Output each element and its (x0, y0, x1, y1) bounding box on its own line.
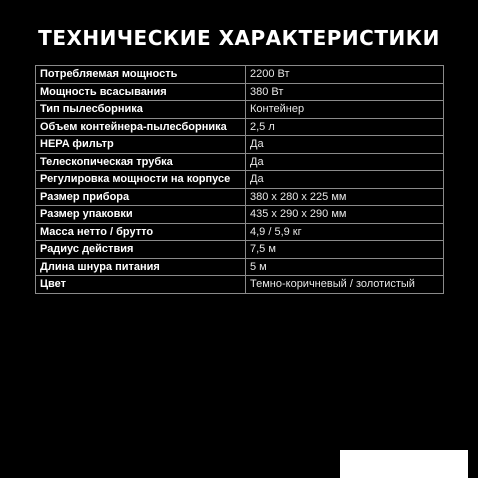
spec-name: HEPA фильтр (36, 136, 246, 154)
spec-name: Длина шнура питания (36, 258, 246, 276)
spec-value: 380 х 280 х 225 мм (246, 188, 444, 206)
spec-name: Размер прибора (36, 188, 246, 206)
spec-value: 5 м (246, 258, 444, 276)
page-title: ТЕХНИЧЕСКИЕ ХАРАКТЕРИСТИКИ (38, 26, 440, 50)
spec-name: Тип пылесборника (36, 101, 246, 119)
spec-name: Мощность всасывания (36, 83, 246, 101)
spec-value: Да (246, 136, 444, 154)
spec-value: Контейнер (246, 101, 444, 119)
table-row (36, 83, 444, 101)
spec-value: 435 х 290 х 290 мм (246, 206, 444, 224)
table-row (36, 223, 444, 241)
table-row (36, 118, 444, 136)
table-row (36, 171, 444, 189)
spec-name: Регулировка мощности на корпусе (36, 171, 246, 189)
table-row (36, 241, 444, 259)
spec-value: 2,5 л (246, 118, 444, 136)
spec-value: Да (246, 153, 444, 171)
specifications-table (35, 65, 444, 294)
table-row (36, 136, 444, 154)
spec-name: Объем контейнера-пылесборника (36, 118, 246, 136)
spec-name: Радиус действия (36, 241, 246, 259)
spec-name: Размер упаковки (36, 206, 246, 224)
spec-value: 4,9 / 5,9 кг (246, 223, 444, 241)
spec-name: Цвет (36, 276, 246, 294)
table-row (36, 276, 444, 294)
table-row (36, 258, 444, 276)
spec-value: Да (246, 171, 444, 189)
table-row (36, 206, 444, 224)
spec-name: Телескопическая трубка (36, 153, 246, 171)
spec-value: Темно-коричневый / золотистый (246, 276, 444, 294)
table-row (36, 66, 444, 84)
table-row (36, 101, 444, 119)
spec-value: 2200 Вт (246, 66, 444, 84)
spec-name: Масса нетто / брутто (36, 223, 246, 241)
spec-value: 7,5 м (246, 241, 444, 259)
spec-value: 380 Вт (246, 83, 444, 101)
table-row (36, 188, 444, 206)
corner-white-block (340, 450, 468, 478)
table-row (36, 153, 444, 171)
spec-name: Потребляемая мощность (36, 66, 246, 84)
